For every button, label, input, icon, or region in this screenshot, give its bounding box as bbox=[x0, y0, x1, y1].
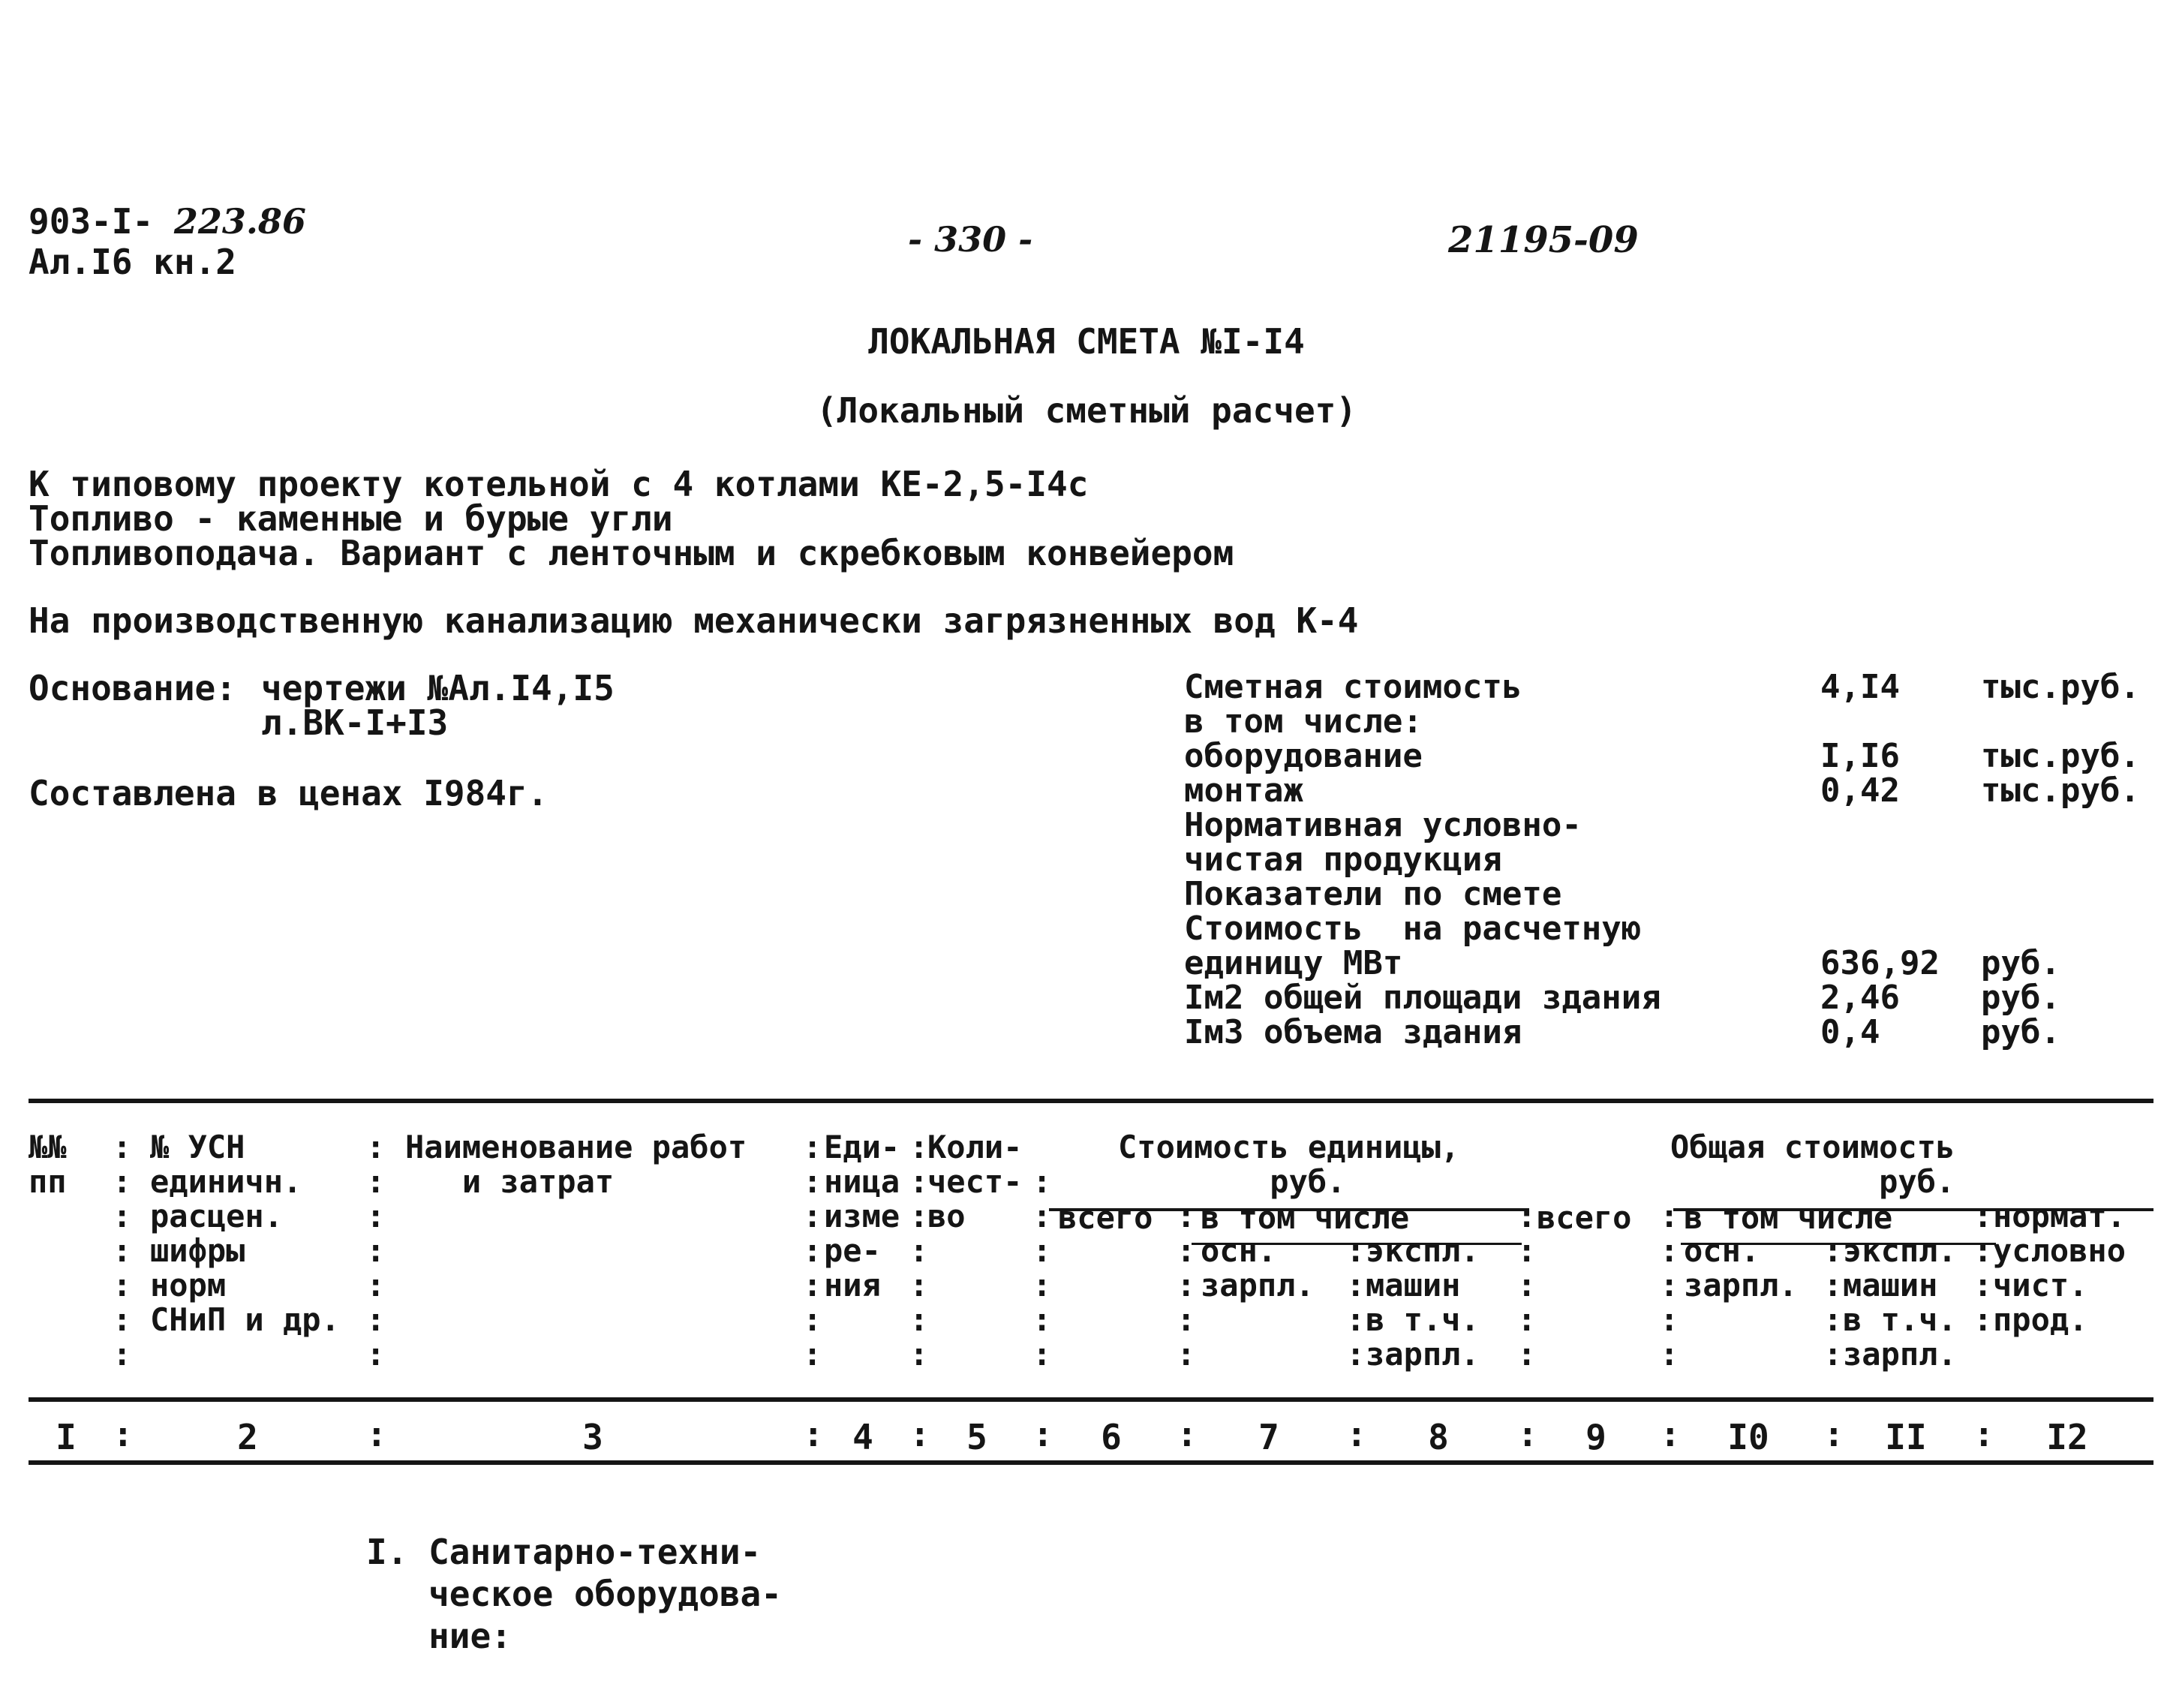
column-number: 4 bbox=[852, 1417, 873, 1457]
project-code: 903-I- 223.86 bbox=[29, 201, 306, 242]
column-number: II bbox=[1885, 1417, 1927, 1457]
column-separator: : : : : : : : bbox=[113, 1129, 132, 1373]
header-normative-product: нормат. условно чист. прод. bbox=[1993, 1198, 2126, 1338]
summary-label: Iм2 общей площади здания bbox=[1184, 979, 1661, 1017]
column-separator: : bbox=[1032, 1414, 1053, 1454]
summary-unit: тыс.руб. bbox=[1981, 771, 2140, 810]
column-number: 2 bbox=[237, 1417, 258, 1457]
column-separator: : bbox=[1177, 1414, 1198, 1454]
header-unit-base-wage: осн. зарпл. bbox=[1201, 1232, 1315, 1304]
summary-value: 2,46 bbox=[1820, 979, 1900, 1017]
summary-unit: руб. bbox=[1981, 1013, 2060, 1051]
section-number: I. bbox=[366, 1532, 408, 1572]
summary-unit: руб. bbox=[1981, 944, 2060, 982]
header-usn-code: № УСН единичн. расцен. шифры норм СНиП и др. bbox=[150, 1129, 340, 1338]
column-separator: : : : : : bbox=[1177, 1198, 1196, 1373]
document-title: ЛОКАЛЬНАЯ СМЕТА №I-I4 bbox=[868, 321, 1305, 362]
project-code-handwritten: 223.86 bbox=[173, 201, 306, 242]
column-separator: : : : : bbox=[1346, 1232, 1366, 1373]
column-separator: : bbox=[1346, 1414, 1367, 1454]
header-total-cost-incl: в том числе bbox=[1684, 1199, 1893, 1236]
summary-value: 0,42 bbox=[1820, 771, 1900, 810]
header-unit-machines: экспл. машин в т.ч. зарпл. bbox=[1366, 1232, 1480, 1373]
column-number: I2 bbox=[2046, 1417, 2088, 1457]
column-separator: : bbox=[1660, 1414, 1681, 1454]
section-title-line-2: ческое оборудова- bbox=[428, 1574, 782, 1614]
column-separator: : : : : bbox=[1823, 1232, 1843, 1373]
header-unit-cost-incl: в том числе bbox=[1201, 1199, 1410, 1236]
column-separator: : bbox=[803, 1414, 824, 1454]
header-total-cost-total: всего bbox=[1537, 1199, 1632, 1236]
basis-label: Основание: bbox=[29, 668, 236, 708]
summary-label: в том числе: bbox=[1184, 702, 1423, 741]
table-header-rule bbox=[29, 1397, 2153, 1402]
album-book: Ал.I6 кн.2 bbox=[29, 242, 236, 282]
header-unit-cost-total: всего bbox=[1058, 1199, 1153, 1236]
column-number: 8 bbox=[1428, 1417, 1449, 1457]
column-number: I bbox=[56, 1417, 77, 1457]
column-number: 6 bbox=[1101, 1417, 1122, 1457]
column-separator: : : : : bbox=[1973, 1198, 1993, 1338]
column-separator: : : : : : : : bbox=[803, 1129, 822, 1373]
column-separator: : bbox=[113, 1414, 134, 1454]
column-number: 5 bbox=[966, 1417, 987, 1457]
price-basis: Составлена в ценах I984г. bbox=[29, 773, 549, 813]
summary-unit: тыс.руб. bbox=[1981, 668, 2140, 706]
summary-label: Нормативная условно- bbox=[1184, 806, 1582, 844]
summary-label: монтаж bbox=[1184, 771, 1303, 810]
column-number: 3 bbox=[582, 1417, 603, 1457]
document-number: 21195-09 bbox=[1448, 219, 1639, 261]
section-heading bbox=[366, 1531, 782, 1657]
column-separator: : : : : : bbox=[1660, 1198, 1679, 1373]
header-work-name: Наименование работ и затрат bbox=[405, 1129, 747, 1200]
header-unit-cost-group: Стоимость единицы, руб. bbox=[1118, 1129, 1460, 1200]
column-separator: : : : : : : : bbox=[366, 1129, 386, 1373]
basis-drawings: чертежи №Ал.I4,I5 bbox=[261, 668, 615, 708]
section-title-line-1: Санитарно-техни- bbox=[428, 1532, 762, 1572]
summary-label: Стоимость на расчетную bbox=[1184, 910, 1642, 948]
column-number: I0 bbox=[1727, 1417, 1769, 1457]
column-separator: : : : : : : : bbox=[909, 1129, 929, 1373]
summary-value: 4,I4 bbox=[1820, 668, 1900, 706]
header-row-number: №№ пп bbox=[29, 1129, 67, 1200]
column-separator: : bbox=[1973, 1414, 1994, 1454]
estimate-purpose: На производственную канализацию механически загрязненных вод К-4 bbox=[29, 600, 1359, 641]
project-line-3: Топливоподача. Вариант с ленточным и скребковым конвейером bbox=[29, 533, 1234, 573]
summary-label: Показатели по смете bbox=[1184, 875, 1562, 913]
document-subtitle: (Локальный сметный расчет) bbox=[816, 390, 1357, 431]
column-separator: : bbox=[1517, 1414, 1538, 1454]
project-line-1: К типовому проекту котельной с 4 котлами КЕ-2,5-I4с bbox=[29, 464, 1089, 504]
column-separator: : bbox=[1823, 1414, 1844, 1454]
column-number: 7 bbox=[1258, 1417, 1279, 1457]
column-number: 9 bbox=[1585, 1417, 1606, 1457]
summary-value: 636,92 bbox=[1820, 944, 1940, 982]
table-numbers-rule bbox=[29, 1460, 2153, 1465]
column-separator: : : : : : : bbox=[1032, 1163, 1052, 1373]
project-line-2: Топливо - каменные и бурые угли bbox=[29, 498, 673, 539]
section-title-line-3: ние: bbox=[428, 1616, 512, 1656]
summary-unit: руб. bbox=[1981, 979, 2060, 1017]
summary-value: 0,4 bbox=[1820, 1013, 1880, 1051]
header-quantity: Коли- чест- во bbox=[927, 1129, 1023, 1234]
summary-label: Iм3 объема здания bbox=[1184, 1013, 1522, 1051]
summary-label: оборудование bbox=[1184, 737, 1423, 775]
column-separator: : bbox=[909, 1414, 930, 1454]
header-total-base-wage: осн. зарпл. bbox=[1684, 1232, 1798, 1304]
header-total-machines: экспл. машин в т.ч. зарпл. bbox=[1843, 1232, 1957, 1373]
header-unit: Еди- ница изме ре- ния bbox=[824, 1129, 900, 1304]
summary-label: Сметная стоимость bbox=[1184, 668, 1522, 706]
summary-value: I,I6 bbox=[1820, 737, 1900, 775]
column-separator: : : : : : bbox=[1517, 1198, 1537, 1373]
summary-label: единицу МВт bbox=[1184, 944, 1403, 982]
column-separator: : bbox=[366, 1414, 387, 1454]
table-top-rule bbox=[29, 1099, 2153, 1103]
summary-label: чистая продукция bbox=[1184, 840, 1502, 879]
page-number: - 330 - bbox=[908, 219, 1033, 260]
header-total-cost-group: Общая стоимость руб. bbox=[1670, 1129, 1955, 1200]
basis-sheets: л.ВК-I+I3 bbox=[261, 702, 449, 743]
summary-unit: тыс.руб. bbox=[1981, 737, 2140, 775]
